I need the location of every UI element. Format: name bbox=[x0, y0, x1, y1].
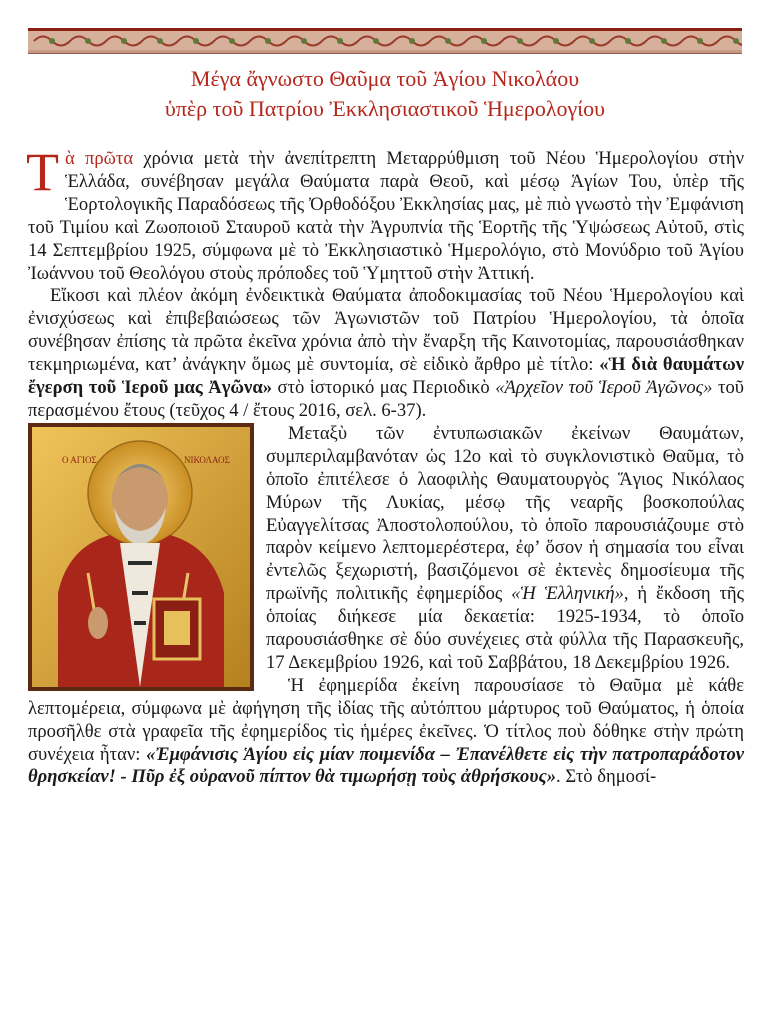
paragraph-4 bbox=[28, 675, 744, 790]
ornamental-border bbox=[28, 28, 742, 54]
journal-name: «Ἀρχεῖον τοῦ Ἱεροῦ Ἀγῶνος» bbox=[495, 377, 713, 399]
article-title bbox=[28, 64, 742, 124]
paragraph-1-text: χρόνια μετὰ τὴν ἀνεπίτρεπτη Μεταρρύθμιση τοῦ Νέου Ἡμερολογίου στὴν Ἑλλάδα, συνέβησαν μεγάλα Θαύματα παρὰ Θεοῦ, καὶ μέσῳ Ἁγίων Του, ὑπὲρ τῆς Ἑορτολογικῆς Παραδόσεως τῆς Ὀρθοδόξου Ἐκκλησίας μας, μὲ πιὸ γνωστὸ τὴν Ἐμφάνιση τοῦ Τιμίου καὶ Ζωοποιοῦ Σταυροῦ κατὰ τὴν Ἀγρυπνία τῆς Ἑορτῆς τῆς Ὑψώσεως Αὐτοῦ, στὶς 14 Σεπτεμβρίου 1925, σύμφωνα μὲ τὸ Ἐκκλησιαστικὸ Ἡμερολόγιο, στὸ Μονύδριο τοῦ Ἁγίου Ἰωάννου τοῦ Θεολόγου στοὺς πρόποδες τοῦ Ὑμηττοῦ στὴν Ἀττική. bbox=[28, 148, 744, 284]
paragraph-2 bbox=[28, 285, 744, 422]
title-line-2: ὑπὲρ τοῦ Πατρίου Ἐκκλησιαστικοῦ Ἡμερολογίου bbox=[164, 96, 606, 121]
paragraph-2-text-b: στὸ ἱστορικό μας Περιοδικὸ bbox=[272, 377, 496, 399]
article-body bbox=[26, 142, 745, 789]
lead-words: ὰ πρῶτα bbox=[65, 148, 134, 169]
paragraph-1 bbox=[26, 142, 744, 285]
paragraph-4-text-a: Ἡ ἐφημερίδα ἐκείνη παρουσίασε τὸ Θαῦμα μὲ κάθε λεπτομέρεια, σύμφωνα μὲ ἀφήγηση τῆς ἰδίας τῆς αὐτόπτου μάρτυρος τοῦ Θαύματος, ἡ ὁποία προσῆλθε στὰ γραφεῖα τῆς ἐφημερίδος τὶς ἡμέρες ἐκεῖνες. Ὁ τίτλος ποὺ δόθηκε στὴν πρώτη συνέχεια ἦταν: bbox=[28, 674, 744, 765]
paragraph-4-text-b: . Στὸ δημοσί- bbox=[556, 766, 657, 788]
paragraph-2-text-c: τοῦ περασμένου ἔτους (τεῦχος 4 / ἔτους 2016, σελ. 6-37). bbox=[28, 377, 745, 421]
icon-inscription-right: ΝΙΚΟΛΑΟΣ bbox=[184, 454, 230, 465]
paragraph-3-text-a: Μεταξὺ τῶν ἐντυπωσιακῶν ἐκείνων Θαυμάτων, συμπεριλαμβανόταν ὡς 12ο καὶ τὸ συγκλονιστικὸ Θαῦμα, τὸ ὁποῖο ἐπιτέλεσε ὁ λαοφιλὴς Θαυματουργὸς Ἅγιος Νικόλαος Μύρων τῆς Λυκίας, μέσῳ τῆς νεαρῆς βοσκοπούλας Εὐαγγελίτσας Ἀποστολοπούλου, τὸ ὁποῖο παρουσιάζουμε στὸ παρὸν κείμενο λεπτομερέστερα, ἐφ’ ὅσον ἡ σημασία του εἶναι ἐντελῶς ξεχωριστή, βασιζόμενοι σὲ ἐκτενὲς δημοσίευμα τῆς πρωϊνῆς πολιτικῆς ἐφημερίδος bbox=[266, 422, 744, 605]
paragraph-2-text-a: Εἴκοσι καὶ πλέον ἀκόμη ἐνδεικτικὰ Θαύματα ἀποδοκιμασίας τοῦ Νέου Ἡμερολογίου καὶ ἐνισχύσεως καὶ ἐπιβεβαιώσεως τῶν Ἀγωνιστῶν τοῦ Πατρίου Ἡμερολογίου, τὰ ὁποῖα συνέβησαν ἐπίσης τὰ πρῶτα ἐκεῖνα χρόνια ἀπὸ τὴν ἔναρξη τῆς Καινοτομίας, παρουσιάσθηκαν τεκμηριωμένα, κατ’ ἀνάγκην ὅμως μὲ συντομία, σὲ εἰδικὸ ἄρθρο μὲ τίτλο: bbox=[28, 285, 744, 376]
saint-nicholas-icon bbox=[28, 423, 254, 691]
drop-cap: Τ bbox=[26, 142, 59, 202]
article-reference-title: «Ἡ διὰ θαυμάτων ἔγερση τοῦ Ἱεροῦ μας Ἀγῶνα» bbox=[28, 354, 744, 399]
icon-inscription-left: Ο ΑΓΙΟΣ bbox=[62, 454, 97, 465]
paragraph-3-text-b: , ἡ ἔκδοση τῆς ὁποίας διήκεσε μία δεκαετία: 1925-1934, τὸ ὁποῖο παρουσιάσθηκε σὲ δύο συνέχειες στὰ φύλλα τῆς Παρασκευῆς, 17 Δεκεμβρίου 1926, καὶ τοῦ Σαββάτου, 18 Δεκεμβρίου 1926. bbox=[266, 583, 745, 673]
newspaper-name: «Ἡ Ἑλληνική» bbox=[511, 583, 624, 605]
title-line-1: Μέγα ἄγνωστο Θαῦμα τοῦ Ἁγίου Νικολάου bbox=[190, 66, 580, 91]
first-installment-title: «Ἐμφάνισις Ἁγίου εἰς μίαν ποιμενίδα – Ἐπανέλθετε εἰς τὴν πατροπαράδοτον θρησκείαν! - Πῦρ ἐξ οὐρανοῦ πίπτον θὰ τιμωρήσῃ τοὺς ἀθρήσκους» bbox=[28, 743, 744, 788]
